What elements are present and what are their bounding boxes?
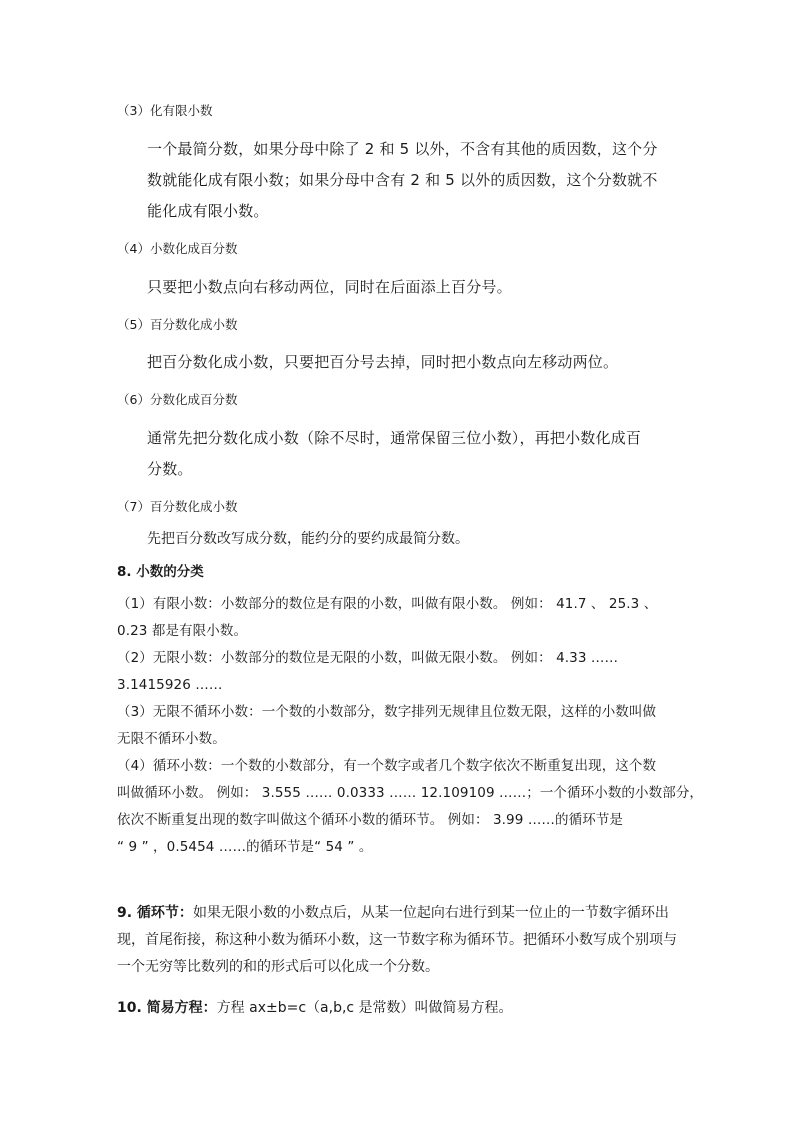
section-4-heading xyxy=(117,240,237,258)
section-4-body xyxy=(147,272,512,303)
section-3-line-3: 能化成有限小数。 xyxy=(147,202,269,220)
section-9-line-1-text: 如果无限小数的小数点后，从某一位起向右进行到某一位止的一节数字循环出 xyxy=(192,905,669,921)
section-6-line-1: 通常先把分数化成小数（除不尽时，通常保留三位小数），再把小数化成百 xyxy=(147,429,642,447)
section-3-heading xyxy=(117,102,212,120)
section-7-heading-text: （7）百分数化成小数 xyxy=(117,499,238,514)
section-8-heading xyxy=(117,562,204,582)
section-7-body xyxy=(147,529,469,549)
section-5-body xyxy=(147,347,618,378)
s8-item-4-line-1: （4）循环小数：一个数的小数部分，有一个数字或者几个数字依次不断重复出现，这个数 xyxy=(117,758,657,774)
s8-item-2-line-2: 3.1415926 …… xyxy=(117,677,223,693)
s8-item-1-line-1: （1）有限小数：小数部分的数位是有限的小数，叫做有限小数。 例如： 41.7 、 25.3 、 xyxy=(117,596,658,612)
section-5-heading-text: （5）百分数化成小数 xyxy=(117,317,238,332)
section-6-body xyxy=(147,423,641,485)
section-8-heading-text: 8. 小数的分类 xyxy=(117,564,204,580)
section-10-heading: 10. 简易方程： xyxy=(117,1000,217,1016)
section-8-list xyxy=(117,591,703,861)
section-9-line-1 xyxy=(117,900,677,927)
section-9 xyxy=(117,900,677,981)
s8-item-4-line-2: 叫做循环小数。 例如： 3.555 …… 0.0333 …… 12.109109 ……；一个循环小数的小数部分， xyxy=(117,785,704,801)
section-7-heading xyxy=(117,498,237,516)
s8-item-4-line-4: “ 9 ” ，0.5454 ……的循环节是“ 54 ” 。 xyxy=(117,839,373,855)
section-10-line xyxy=(117,995,513,1022)
s8-item-4-line-3: 依次不断重复出现的数字叫做这个循环小数的循环节。 例如： 3.99 ……的循环节是 xyxy=(117,812,624,828)
section-7-line-1: 先把百分数改写成分数，能约分的要约成最简分数。 xyxy=(147,531,469,547)
section-10 xyxy=(117,995,513,1022)
section-6-heading-text: （6）分数化成百分数 xyxy=(117,392,238,407)
section-6-line-2: 分数。 xyxy=(147,460,193,478)
section-3-body xyxy=(147,134,658,227)
section-5-line-1: 把百分数化成小数，只要把百分号去掉，同时把小数点向左移动两位。 xyxy=(147,353,619,371)
section-6-heading xyxy=(117,391,237,409)
section-9-line-3: 一个无穷等比数列的和的形式后可以化成一个分数。 xyxy=(117,959,439,975)
section-3-line-1: 一个最简分数，如果分母中除了 2 和 5 以外，不含有其他的质因数，这个分 xyxy=(147,140,658,158)
section-3-line-2: 数就能化成有限小数；如果分母中含有 2 和 5 以外的质因数，这个分数就不 xyxy=(147,171,658,189)
section-9-line-2: 现，首尾衔接，称这种小数为循环小数，这一节数字称为循环节。把循环小数写成个别项与 xyxy=(117,932,677,948)
section-10-text: 方程 ax±b=c（a,b,c 是常数）叫做简易方程。 xyxy=(216,1000,513,1016)
s8-item-3-line-2: 无限不循环小数。 xyxy=(117,731,226,747)
section-5-heading xyxy=(117,316,237,334)
s8-item-3-line-1: （3）无限不循环小数：一个数的小数部分，数字排列无规律且位数无限，这样的小数叫做 xyxy=(117,704,657,720)
section-4-heading-text: （4）小数化成百分数 xyxy=(117,241,238,256)
section-3-heading-text: （3）化有限小数 xyxy=(117,103,213,118)
s8-item-2-line-1: （2）无限小数：小数部分的数位是无限的小数，叫做无限小数。 例如： 4.33 …… xyxy=(117,650,619,666)
s8-item-1-line-2: 0.23 都是有限小数。 xyxy=(117,623,248,639)
section-9-heading: 9. 循环节： xyxy=(117,905,193,921)
section-4-line-1: 只要把小数点向右移动两位，同时在后面添上百分号。 xyxy=(147,278,512,296)
